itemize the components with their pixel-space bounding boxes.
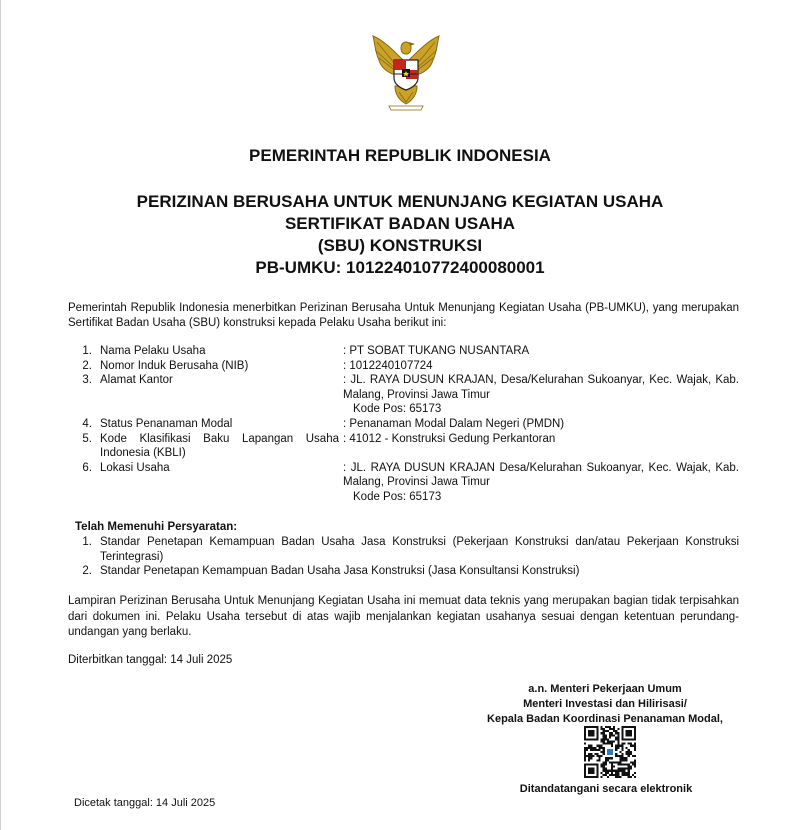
item-label: Kode Klasifikasi Baku Lapangan Usaha Indonesia (KBLI) — [100, 432, 339, 460]
item-value: : Penanaman Modal Dalam Negeri (PMDN) — [343, 417, 565, 430]
item-number: 3. — [82, 374, 92, 387]
item-label: Nomor Induk Berusaha (NIB) — [100, 359, 249, 372]
list-item-business-location — [68, 461, 739, 505]
item-value-block — [343, 461, 739, 505]
item-value: : PT SOBAT TUKANG NUSANTARA — [343, 345, 530, 357]
item-label: Nama Pelaku Usaha — [100, 345, 206, 357]
item-label: Status Penanaman Modal — [100, 417, 233, 430]
requirement-text: Standar Penetapan Kemampuan Badan Usaha Jasa Konstruksi (Jasa Konsultansi Konstruksi) — [100, 565, 580, 578]
list-item-investment-status — [68, 417, 739, 432]
list-item-business-name — [68, 344, 739, 359]
list-item-kbli — [68, 432, 739, 461]
postal-code: Kode Pos: 65173 — [353, 403, 442, 416]
item-number: 1. — [82, 345, 92, 357]
item-value: : JL. RAYA DUSUN KRAJAN, Desa/Kelurahan Sukoanyar, Kec. Wajak, Kab. Malang, Provinsi Jawa Timur — [343, 374, 739, 401]
list-item-nib — [68, 359, 739, 374]
list-item-office-address — [68, 373, 739, 417]
item-value: : 41012 - Konstruksi Gedung Perkantoran — [343, 432, 556, 445]
item-number: 2. — [82, 565, 92, 578]
item-label: Alamat Kantor — [100, 374, 173, 387]
requirements-list — [68, 535, 739, 579]
item-number: 1. — [82, 536, 92, 548]
requirement-text: Standar Penetapan Kemampuan Badan Usaha Jasa Konstruksi (Pekerjaan Konstruksi dan/atau Pekerjaan Konstruksi Terintegrasi) — [100, 536, 739, 563]
signatory-line-2: Menteri Investasi dan Hilirisasi/ — [523, 698, 687, 710]
title-line-3: (SBU) KONSTRUKSI — [317, 236, 483, 255]
garuda-emblem-icon — [365, 30, 447, 112]
license-number: PB-UMKU: 101224010772400080001 — [255, 258, 545, 277]
item-number: 4. — [82, 417, 92, 430]
intro-paragraph: Pemerintah Republik Indonesia menerbitkan Perizinan Berusaha Untuk Menunjang Kegiatan Usaha (PB-UMKU), yang merupakan Sertifikat Badan Usaha (SBU) konstruksi kepada Pelaku Usaha berikut ini: — [68, 302, 739, 329]
signatory-block — [471, 682, 739, 727]
document-title — [1, 191, 798, 279]
signatory-line-1: a.n. Menteri Pekerjaan Umum — [528, 683, 682, 695]
issued-date: Diterbitkan tanggal: 14 Juli 2025 — [68, 654, 233, 666]
government-heading: PEMERINTAH REPUBLIK INDONESIA — [249, 146, 551, 165]
business-details-list — [68, 344, 739, 505]
title-line-1: PERIZINAN BERUSAHA UNTUK MENUNJANG KEGIATAN USAHA — [136, 192, 664, 211]
requirements-heading: Telah Memenuhi Persyaratan: — [75, 521, 238, 533]
item-value: : 1012240107724 — [343, 359, 433, 372]
item-label: Lokasi Usaha — [100, 461, 170, 474]
signatory-line-3: Kepala Badan Koordinasi Penanaman Modal, — [487, 713, 723, 725]
item-number: 2. — [82, 359, 92, 372]
item-value-block — [343, 373, 739, 417]
title-line-2: SERTIFIKAT BADAN USAHA — [284, 214, 516, 233]
electronic-signature-note: Ditandatangani secara elektronik — [519, 783, 693, 795]
item-number: 5. — [82, 432, 92, 445]
list-item — [68, 564, 739, 579]
appendix-paragraph: Lampiran Perizinan Berusaha Untuk Menunjang Kegiatan Usaha ini memuat data teknis yang merupakan bagian tidak terpisahkan dari dokumen ini. Pelaku Usaha tersebut di atas wajib menjalankan kegiatan usahanya sesuai dengan ketentuan perundang-undangan yang berlaku. — [68, 595, 739, 638]
postal-code: Kode Pos: 65173 — [353, 490, 442, 503]
item-value: : JL. RAYA DUSUN KRAJAN Desa/Kelurahan Sukoanyar, Kec. Wajak, Kab. Malang, Provinsi Jawa Timur — [343, 461, 739, 489]
list-item — [68, 535, 739, 564]
item-number: 6. — [82, 461, 92, 474]
qr-code-icon — [584, 726, 636, 778]
printed-date: Dicetak tanggal: 14 Juli 2025 — [74, 797, 216, 809]
